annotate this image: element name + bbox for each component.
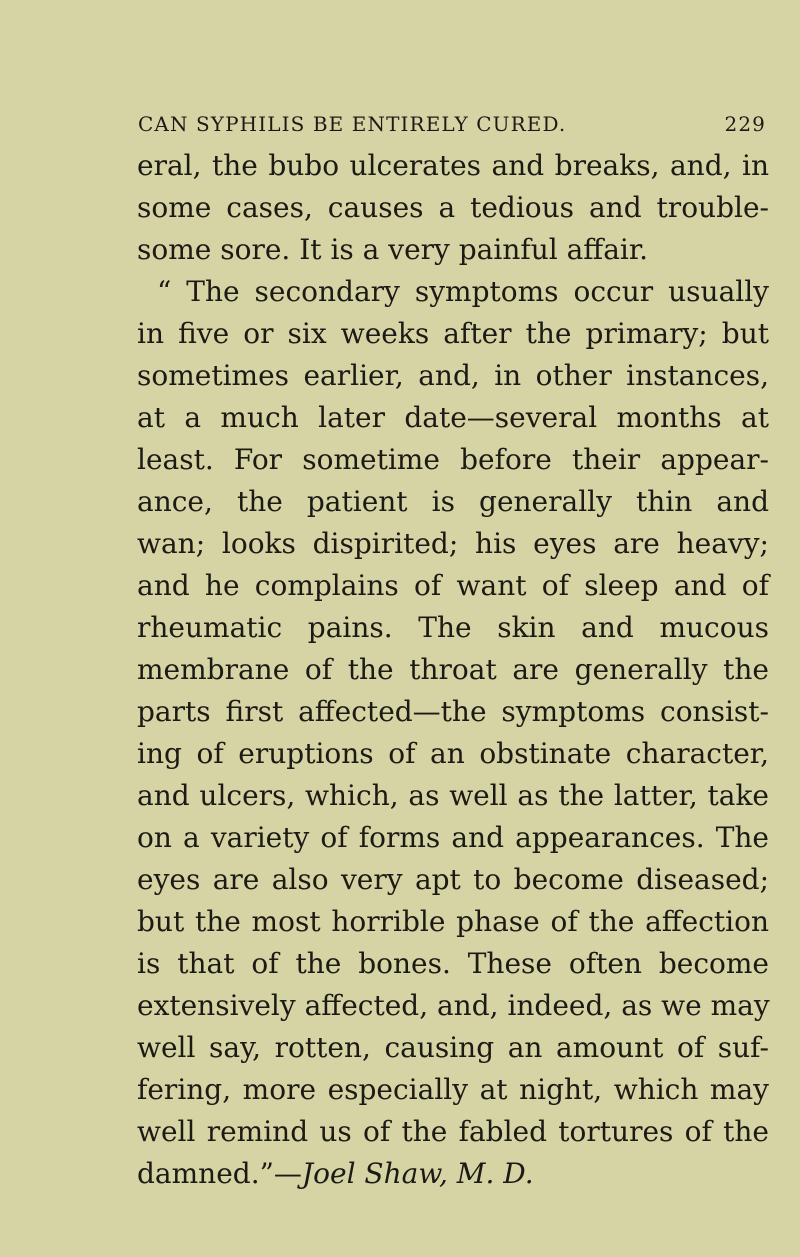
text-line: on a variety of forms and appearances. The: [137, 821, 769, 854]
text-line: eyes are also very apt to become diseased;: [137, 863, 769, 896]
text-line: fering, more especially at night, which may: [137, 1073, 769, 1106]
author-attribution: Joel Shaw, M. D.: [301, 1157, 534, 1190]
text-line: membrane of the throat are generally the: [137, 653, 769, 686]
text-line: extensively affected, and, indeed, as we may: [137, 989, 770, 1022]
text-line: is that of the bones. These often become: [137, 947, 769, 980]
text-line: at a much later date—several months at: [137, 401, 769, 434]
text-line: eral, the bubo ulcerates and breaks, and, in: [137, 149, 769, 182]
text-line: wan; looks dispirited; his eyes are heavy;: [137, 527, 769, 560]
text-line: and he complains of want of sleep and of: [137, 569, 769, 602]
text-line: well remind us of the fabled tortures of the: [137, 1115, 769, 1148]
text-line: least. For sometime before their appear-: [137, 443, 769, 476]
text-line: sometimes earlier, and, in other instances,: [137, 359, 769, 392]
running-title: CAN SYPHILIS BE ENTIRELY CURED.: [138, 112, 567, 136]
text-line: in five or six weeks after the primary; but: [137, 317, 769, 350]
text-line: parts first affected—the symptoms consist-: [137, 695, 769, 728]
text-line: but the most horrible phase of the affection: [137, 905, 769, 938]
text-line: and ulcers, which, as well as the latter, take: [137, 779, 769, 812]
text-line: ing of eruptions of an obstinate character,: [137, 737, 769, 770]
text-line: ance, the patient is generally thin and: [137, 485, 769, 518]
closing-line: [137, 1156, 769, 1192]
page-number: 229: [724, 112, 766, 136]
text-line: some sore. It is a very painful affair.: [137, 233, 649, 266]
text-line: well say, rotten, causing an amount of suf-: [137, 1031, 769, 1064]
text-line: some cases, causes a tedious and trouble-: [137, 191, 769, 224]
text-line: rheumatic pains. The skin and mucous: [137, 611, 769, 644]
closing-text: damned.”—: [137, 1157, 302, 1190]
text-line: “ The secondary symptoms occur usually: [157, 275, 769, 308]
